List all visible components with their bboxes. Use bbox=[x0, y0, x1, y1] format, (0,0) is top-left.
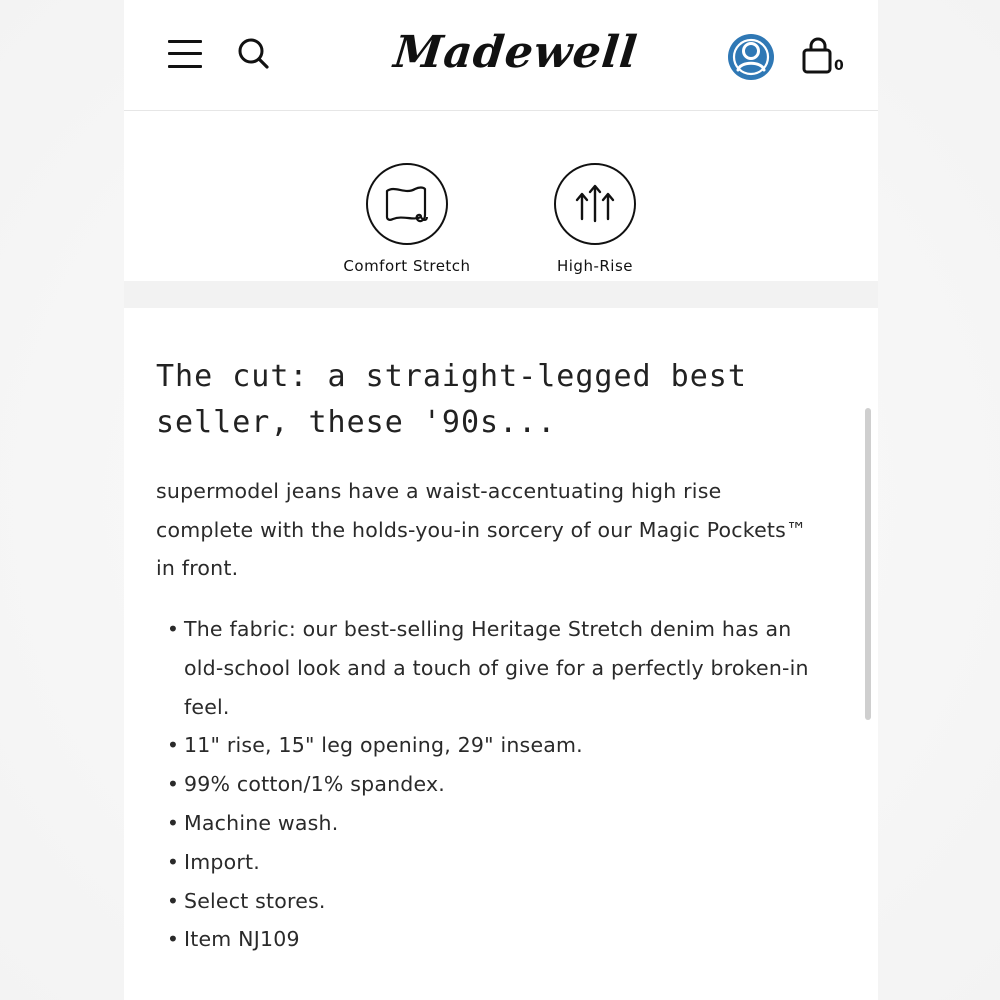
feature-icon-circle bbox=[366, 163, 448, 245]
list-item-text: Item NJ109 bbox=[184, 927, 300, 952]
list-item-text: The fabric: our best-selling Heritage Stretch denim has an old-school look and a touch of give for a perfectly broken-in feel. bbox=[184, 617, 809, 719]
account-button[interactable] bbox=[728, 34, 774, 80]
list-item-text: 99% cotton/1% spandex. bbox=[184, 772, 446, 797]
feature-label: High-Rise bbox=[556, 257, 634, 275]
list-item-text: 11" rise, 15" leg opening, 29" inseam. bbox=[184, 733, 583, 758]
list-item-text: Select stores. bbox=[184, 888, 326, 913]
list-item bbox=[156, 765, 816, 804]
bullet-mark: • bbox=[166, 810, 180, 835]
description-heading: The cut: a straight-legged best seller, these '90s... bbox=[156, 359, 747, 440]
search-button[interactable] bbox=[234, 34, 274, 74]
feature-high-rise bbox=[510, 163, 680, 275]
shopping-bag-button[interactable] bbox=[800, 36, 848, 80]
feature-icon-circle bbox=[554, 163, 636, 245]
bullet-mark: • bbox=[166, 617, 180, 641]
scrollbar-thumb[interactable] bbox=[865, 408, 871, 720]
menu-button[interactable] bbox=[164, 34, 208, 74]
shopping-bag-icon bbox=[800, 36, 836, 76]
product-description bbox=[124, 308, 878, 1000]
bullet-mark: • bbox=[166, 888, 180, 913]
feature-label: Comfort Stretch bbox=[343, 257, 471, 275]
description-intro: supermodel jeans have a waist-accentuating high rise complete with the holds-you-in sorcery of our Magic Pockets™ in front. bbox=[156, 479, 807, 580]
list-item-text: Import. bbox=[184, 849, 260, 874]
site-header bbox=[124, 0, 878, 111]
list-item bbox=[156, 882, 816, 921]
hamburger-bar bbox=[168, 52, 202, 55]
list-item bbox=[156, 610, 816, 726]
brand-logo[interactable]: Madewell bbox=[391, 27, 641, 78]
high-rise-arrows-icon bbox=[570, 181, 620, 227]
list-item bbox=[156, 920, 816, 959]
bullet-mark: • bbox=[166, 849, 180, 874]
bullet-mark: • bbox=[166, 927, 180, 952]
list-item-text: Machine wash. bbox=[184, 810, 339, 835]
product-features bbox=[124, 111, 878, 281]
user-icon bbox=[728, 34, 774, 80]
bag-item-count: 0 bbox=[834, 58, 844, 74]
feature-comfort-stretch bbox=[322, 163, 492, 275]
bullet-mark: • bbox=[166, 733, 180, 758]
bullet-mark: • bbox=[166, 772, 180, 797]
fabric-stretch-icon bbox=[379, 181, 435, 227]
list-item bbox=[156, 804, 816, 843]
list-item bbox=[156, 843, 816, 882]
product-details-list bbox=[156, 610, 816, 959]
hamburger-bar bbox=[168, 40, 202, 43]
app-viewport bbox=[124, 0, 878, 1000]
hamburger-bar bbox=[168, 65, 202, 68]
search-icon bbox=[234, 34, 274, 74]
list-item bbox=[156, 726, 816, 765]
